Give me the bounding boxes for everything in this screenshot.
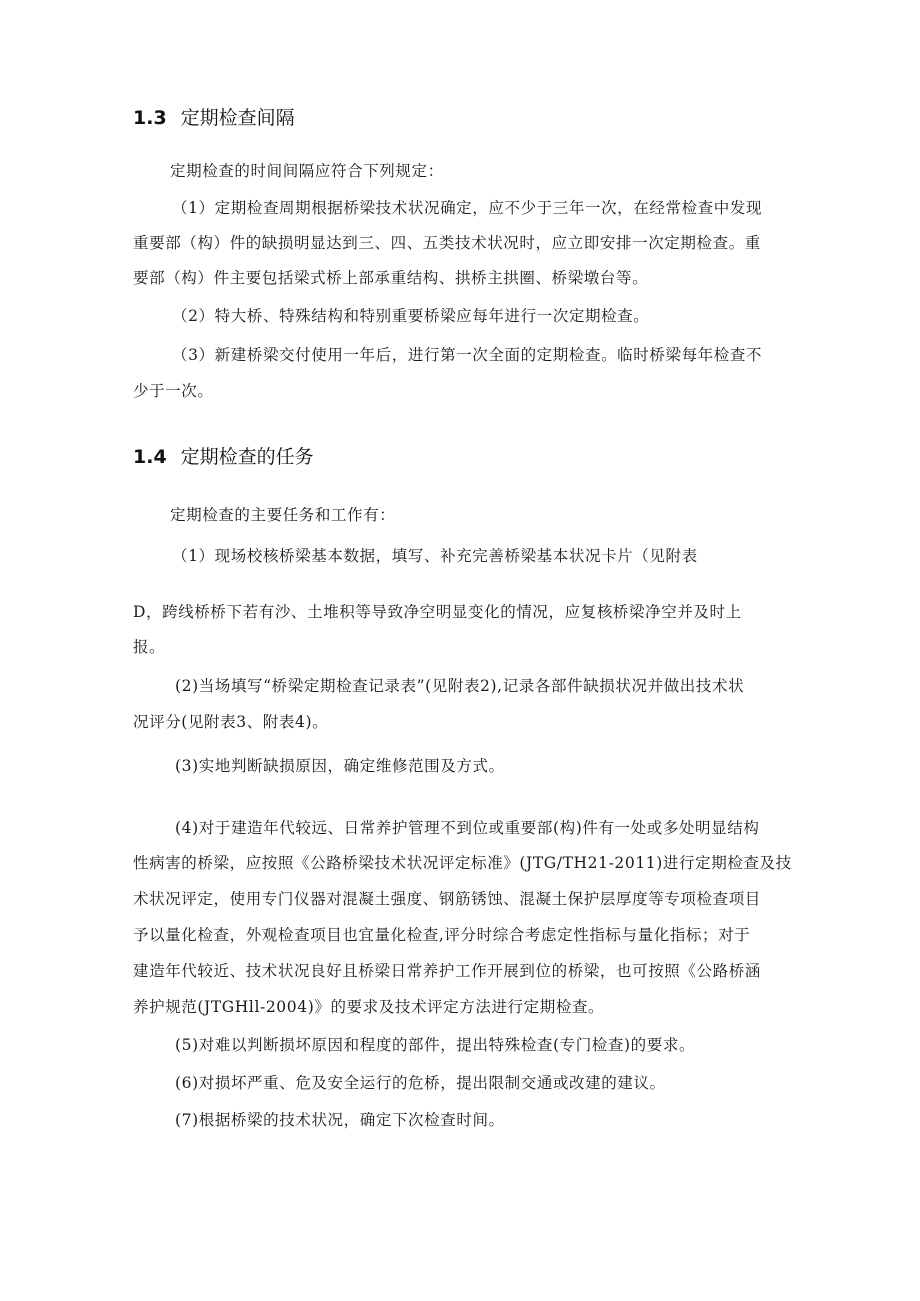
paragraph-line: 术状况评定，使用专门仪器对混凝土强度、钢筋锈蚀、混凝土保护层厚度等专项检查项目 [133,890,761,908]
paragraph-line: （1）定期检查周期根据桥梁技术状况确定，应不少于三年一次，在经常检查中发现 [172,199,763,217]
paragraph-line: 予以量化检查，外观检查项目也宜量化检查,评分时综合考虑定性指标与量化指标；对于 [133,926,751,944]
paragraph-line: D，跨线桥桥下若有沙、土堆积等导致净空明显变化的情况，应复核桥梁净空并及时上 [133,603,742,621]
section-number: 1.3 [133,107,167,129]
paragraph-line: (5)对难以判断损坏原因和程度的部件，提出特殊检查(专门检查)的要求。 [175,1036,696,1054]
paragraph-line: 报。 [133,638,166,656]
paragraph-line: 性病害的桥梁，应按照《公路桥梁技术状况评定标准》(JTG/TH21-2011)进行定期检查及技 [133,854,792,872]
paragraph-line: (4)对于建造年代较远、日常养护管理不到位或重要部(构)件有一处或多处明显结构 [175,819,760,837]
section-heading-1-4 [133,442,314,469]
paragraph-line: （3）新建桥梁交付使用一年后，进行第一次全面的定期检查。临时桥梁每年检查不 [172,346,763,364]
paragraph-line: （1）现场校核桥梁基本数据，填写、补充完善桥梁基本状况卡片（见附表 [172,547,698,565]
paragraph-line: （2）特大桥、特殊结构和特别重要桥梁应每年进行一次定期检查。 [172,307,650,325]
paragraph-line: 建造年代较近、技术状况良好且桥梁日常养护工作开展到位的桥梁，也可按照《公路桥涵 [133,962,761,980]
paragraph-line: 要部（构）件主要包括梁式桥上部承重结构、拱桥主拱圈、桥梁墩台等。 [133,269,649,287]
paragraph-line: (3)实地判断缺损原因，确定维修范围及方式。 [175,757,505,775]
paragraph-line: 重要部（构）件的缺损明显达到三、四、五类技术状况时，应立即安排一次定期检查。重 [133,234,761,252]
section-title: 定期检查的任务 [180,446,314,468]
paragraph-line: 养护规范(JTGHll-2004)》的要求及技术评定方法进行定期检查。 [133,998,605,1016]
section-heading-1-3 [133,103,295,130]
paragraph-intro-1-3: 定期检查的时间间隔应符合下列规定： [170,162,444,180]
paragraph-line: (7)根据桥梁的技术状况，确定下次检查时间。 [175,1111,505,1129]
paragraph-line: (6)对损坏严重、危及安全运行的危桥，提出限制交通或改建的建议。 [175,1074,666,1092]
paragraph-line: 少于一次。 [133,382,214,400]
section-title: 定期检查间隔 [180,107,295,129]
section-number: 1.4 [133,446,167,468]
paragraph-line: 况评分(见附表3、附表4)。 [133,713,329,731]
paragraph-line: (2)当场填写“桥梁定期检查记录表”(见附表2),记录各部件缺损状况并做出技术状 [175,677,745,695]
paragraph-intro-1-4: 定期检查的主要任务和工作有： [170,506,396,524]
